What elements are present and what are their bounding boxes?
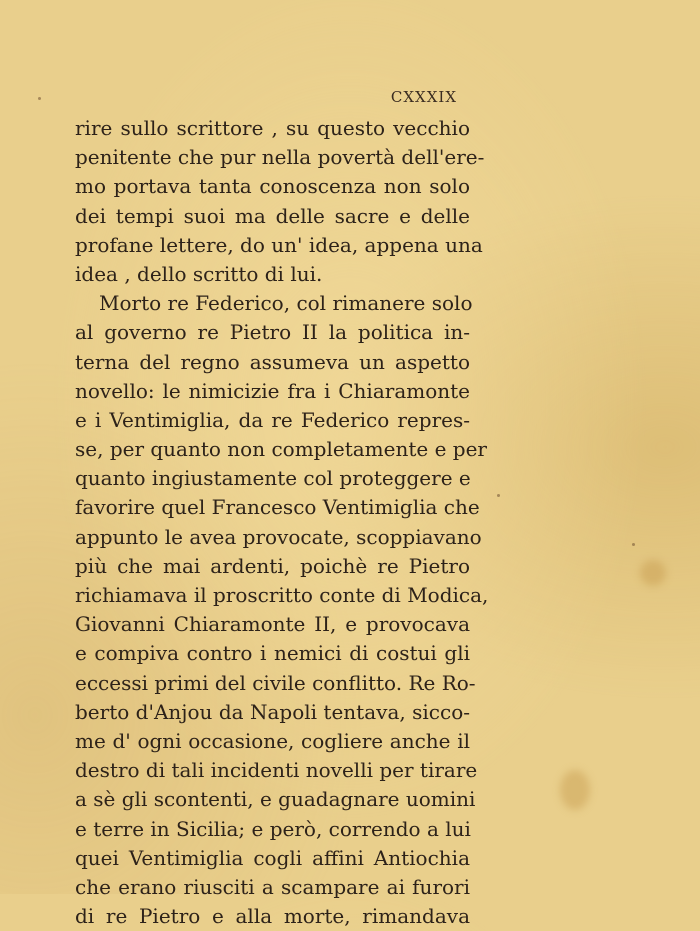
text-line: rire sullo scrittore , su questo vecchio bbox=[75, 116, 470, 140]
text-line: se, per quanto non completamente e per bbox=[75, 437, 487, 462]
paper-stain bbox=[560, 770, 590, 810]
page-number-header: CXXXIX bbox=[390, 88, 457, 106]
text-line: quei Ventimiglia cogli affini Antiochia bbox=[75, 845, 470, 870]
text-line: appunto le avea provocate, scoppiavano bbox=[75, 524, 482, 549]
text-line: penitente che pur nella povertà dell'ere- bbox=[75, 145, 485, 170]
text-line: più che mai ardenti, poichè re Pietro bbox=[75, 553, 470, 578]
text-line: e terre in Sicilia; e però, correndo a lui bbox=[75, 816, 471, 841]
text-line: destro di tali incidenti novelli per tirare bbox=[75, 758, 478, 783]
paper-speck bbox=[497, 494, 500, 497]
text-line: di re Pietro e alla morte, rimandava bbox=[75, 904, 470, 929]
paper-stain bbox=[640, 560, 666, 586]
text-line: mo portava tanta conoscenza non solo bbox=[75, 174, 470, 199]
text-line: Morto re Federico, col rimanere solo bbox=[99, 291, 473, 316]
text-line: idea , dello scritto di lui. bbox=[75, 261, 323, 286]
text-line: favorire quel Francesco Ventimiglia che bbox=[75, 495, 480, 520]
text-line: Giovanni Chiaramonte II, e provocava bbox=[75, 612, 470, 637]
text-line: dei tempi suoi ma delle sacre e delle bbox=[75, 203, 470, 228]
text-line: a sè gli scontenti, e guadagnare uomini bbox=[75, 787, 476, 812]
text-line: profane lettere, do un' idea, appena una bbox=[75, 232, 483, 257]
text-line: quanto ingiustamente col proteggere e bbox=[75, 466, 471, 491]
text-line: terna del regno assumeva un aspetto bbox=[75, 349, 470, 374]
text-line: novello: le nimicizie fra i Chiaramonte bbox=[75, 378, 470, 403]
text-line: che erano riusciti a scampare ai furori bbox=[75, 874, 470, 899]
body-text bbox=[75, 114, 489, 931]
text-line: e compiva contro i nemici di costui gli bbox=[75, 641, 470, 666]
text-line: e i Ventimiglia, da re Federico repres- bbox=[75, 407, 470, 432]
paper-speck bbox=[632, 543, 635, 546]
text-line: berto d'Anjou da Napoli tentava, sicco- bbox=[75, 699, 470, 724]
text-line: me d' ogni occasione, cogliere anche il bbox=[75, 728, 470, 753]
text-line: al governo re Pietro II la politica in- bbox=[75, 320, 470, 345]
paper-speck bbox=[38, 97, 41, 100]
text-line: richiamava il proscritto conte di Modica, bbox=[75, 583, 489, 607]
text-line: eccessi primi del civile conflitto. Re Ro- bbox=[75, 670, 476, 695]
